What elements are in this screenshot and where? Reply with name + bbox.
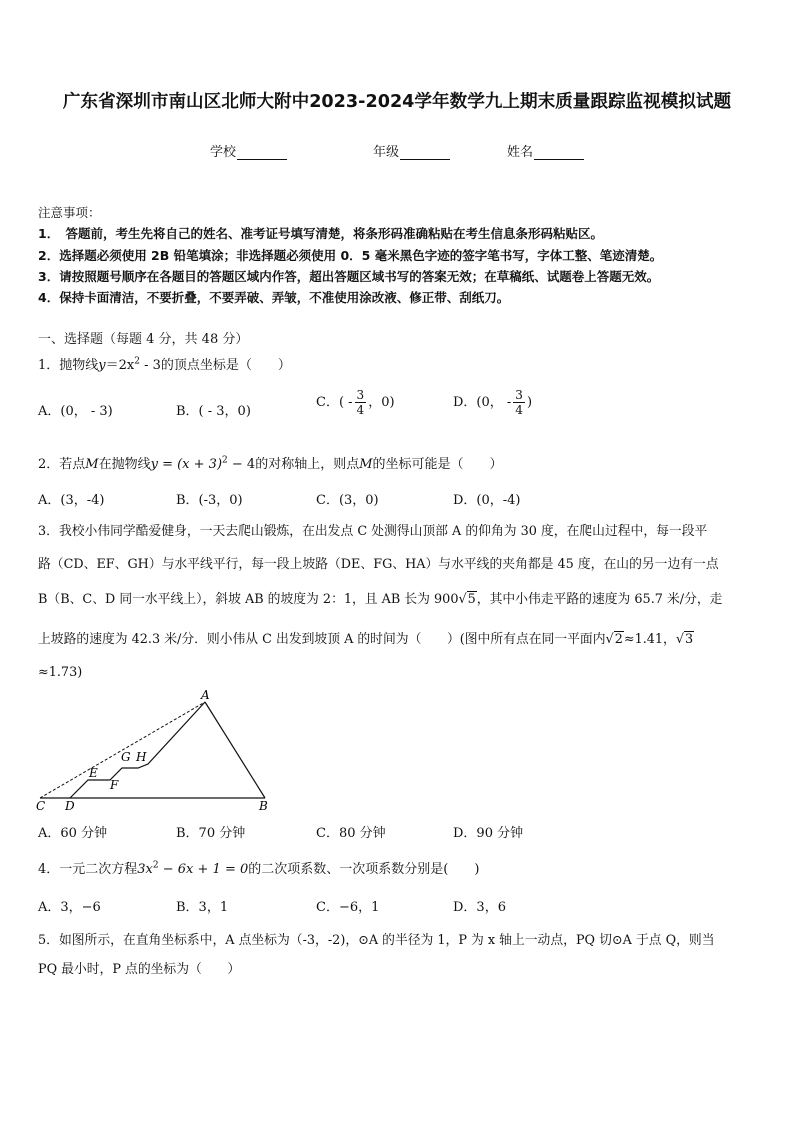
name-label: 姓名 (507, 145, 534, 160)
label-c: C (36, 799, 46, 813)
q2-option-c[interactable]: C．(3，0) (316, 493, 379, 508)
note-item: 4．保持卡面清洁，不要折叠，不要弄破、弄皱，不准使用涂改液、修正带、刮纸刀。 (38, 290, 510, 305)
q2-option-b[interactable]: B．(-3，0) (176, 493, 243, 508)
q1-option-c[interactable]: C．( - $\frac{3}{4}$ ，0) (316, 388, 395, 417)
label-b: B (259, 799, 268, 813)
note-item: 1． 答题前，考生先将自己的姓名、准考证号填写清楚，将条形码准确粘贴在考生信息条形码粘贴区。 (38, 226, 603, 241)
label-a: A (201, 688, 210, 702)
q1-option-b[interactable]: B．( - 3，0) (176, 404, 251, 419)
question-5-line2: PQ 最小时，P 点的坐标为（ ） (38, 962, 241, 977)
question-1: 1．抛物线$y=2x^2 - 3$的顶点坐标是（ ） (38, 356, 291, 373)
q3-option-a[interactable]: A．60 分钟 (38, 826, 108, 841)
school-blank[interactable] (237, 145, 287, 160)
label-f: F (110, 778, 119, 792)
question-3-line1: 3．我校小伟同学酷爱健身，一天去爬山锻炼，在出发点 C 处测得山顶部 A 的仰角为 30 度，在爬山过程中，每一段平 (38, 524, 708, 539)
note-item: 3．请按照题号顺序在各题目的答题区域内作答，超出答题区域书写的答案无效；在草稿纸、试题卷上答题无效。 (38, 269, 660, 284)
name-blank[interactable] (534, 145, 584, 160)
q2-option-a[interactable]: A．(3，-4) (38, 493, 105, 508)
question-3-line4: 上坡路的速度为 42.3 米/分．则小伟从 C 出发到坡顶 A 的时间为（ ）(图中所有点在同一平面内√2≈1.41，√3 (38, 632, 694, 647)
q2-option-d[interactable]: D．(0，-4) (453, 493, 521, 508)
school-label: 学校 (210, 145, 237, 160)
question-2: 2．若点M在抛物线$y = (x + 3)^2 - 4$的对称轴上，则点M的坐标可能是（ ） (38, 455, 503, 472)
question-5-line1: 5．如图所示，在直角坐标系中，A 点坐标为（-3，-2)，⊙A 的半径为 1，P 为 x 轴上一动点，PQ 切⊙A 于点 Q，则当 (38, 933, 715, 948)
slope-ab (205, 702, 265, 798)
school-field[interactable] (210, 141, 287, 160)
label-d: D (65, 799, 75, 813)
q4-option-c[interactable]: C．−6，1 (316, 900, 380, 915)
page-title: 广东省深圳市南山区北师大附中2023-2024学年数学九上期末质量跟踪监视模拟试题 (62, 92, 732, 112)
grade-field[interactable] (373, 141, 450, 160)
question-3-line2: 路（CD、EF、GH）与水平线平行，每一段上坡路（DE、FG、HA）与水平线的夹角都是 45 度，在山的另一边有一点 (38, 557, 719, 572)
q1-option-d[interactable]: D．(0， - $\frac{3}{4}$ ) (453, 388, 533, 417)
name-field[interactable] (507, 141, 584, 160)
label-h: H (136, 750, 147, 764)
q4-option-b[interactable]: B．3，1 (176, 900, 229, 915)
label-e: E (89, 766, 98, 780)
note-item: 2．选择题必须使用 2B 铅笔填涂；非选择题必须使用 0．5 毫米黑色字迹的签字笔书写，字体工整、笔迹清楚。 (38, 248, 663, 263)
q4-option-a[interactable]: A．3，−6 (38, 900, 101, 915)
question-3-line3: B（B、C、D 同一水平线上），斜坡 AB 的坡度为 2：1，且 AB 长为 900√5，其中小伟走平路的速度为 65.7 米/分，走 (38, 592, 723, 607)
label-g: G (121, 750, 131, 764)
question-4: 4．一元二次方程$3x^2 - 6x + 1 = 0$的二次项系数、一次项系数分别是( ) (38, 860, 480, 877)
q4-option-d[interactable]: D．3，6 (453, 900, 506, 915)
grade-blank[interactable] (400, 145, 450, 160)
section-heading: 一、选择题（每题 4 分，共 48 分） (38, 332, 249, 347)
grade-label: 年级 (373, 145, 400, 160)
q1-option-a[interactable]: A．(0， - 3) (38, 404, 113, 419)
q3-option-b[interactable]: B．70 分钟 (176, 826, 246, 841)
q3-option-c[interactable]: C．80 分钟 (316, 826, 386, 841)
q3-option-d[interactable]: D．90 分钟 (453, 826, 524, 841)
mountain-diagram (30, 685, 280, 815)
notes-heading: 注意事项： (38, 205, 101, 220)
question-3-line5: ≈1.73) (38, 665, 83, 680)
